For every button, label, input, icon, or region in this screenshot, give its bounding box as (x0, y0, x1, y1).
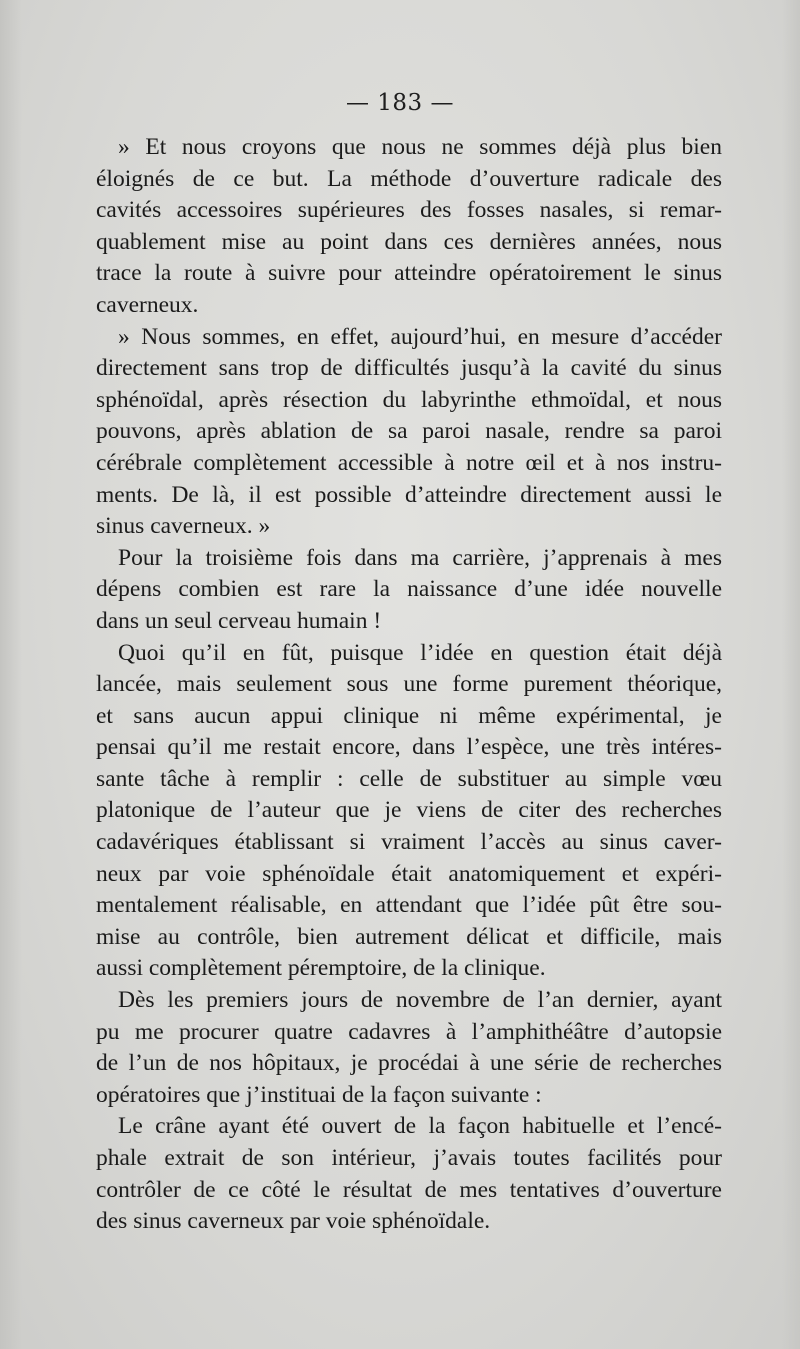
text-line: cavités accessoires supérieures des fosses nasales, si remar- (96, 197, 722, 224)
text-line: et sans aucun appui clinique ni même expérimental, je (96, 702, 722, 729)
text-line: Le crâne ayant été ouvert de la façon habituelle et l’encé- (118, 1113, 722, 1140)
text-line: éloignés de ce but. La méthode d’ouverture radicale des (96, 165, 722, 192)
text-line: quablement mise au point dans ces dernières années, nous (96, 228, 722, 255)
page-number: — 183 — (345, 90, 455, 116)
text-line: pu me procurer quatre cadavres à l’amphithéâtre d’autopsie (96, 1018, 722, 1045)
text-line: ments. De là, il est possible d’atteindre directement aussi le (96, 481, 722, 508)
body-text (96, 132, 722, 1238)
text-line: trace la route à suivre pour atteindre opératoirement le sinus (96, 260, 722, 287)
text-line: pouvons, après ablation de sa paroi nasale, rendre sa paroi (96, 418, 722, 445)
text-line: de l’un de nos hôpitaux, je procédai à une série de recherches (96, 1050, 722, 1077)
text-line: aussi complètement péremptoire, de la clinique. (96, 955, 546, 982)
text-line: lancée, mais seulement sous une forme purement théorique, (96, 671, 722, 698)
text-line: directement sans trop de difficultés jusqu’à la cavité du sinus (96, 355, 722, 382)
text-line: opératoires que j’instituai de la façon suivante : (96, 1081, 542, 1108)
text-line: dépens combien est rare la naissance d’une idée nouvelle (96, 576, 722, 603)
text-line: platonique de l’auteur que je viens de citer des recherches (96, 797, 722, 824)
text-line: » Et nous croyons que nous ne sommes déjà plus bien (118, 134, 722, 160)
text-line: mentalement réalisable, en attendant que l’idée pût être sou- (96, 892, 722, 919)
text-line: caverneux. (96, 291, 199, 318)
text-line: Dès les premiers jours de novembre de l’an dernier, ayant (118, 987, 722, 1014)
text-line: phale extrait de son intérieur, j’avais toutes facilités pour (96, 1145, 722, 1171)
text-line: sinus caverneux. » (96, 513, 271, 540)
text-line: pensai qu’il me restait encore, dans l’espèce, une très intéres- (96, 734, 722, 761)
text-line: mise au contrôle, bien autrement délicat et difficile, mais (96, 923, 722, 950)
text-line: » Nous sommes, en effet, aujourd’hui, en mesure d’accéder (118, 323, 722, 350)
text-line: Pour la troisième fois dans ma carrière, j’apprenais à mes (118, 544, 722, 571)
text-line: sante tâche à remplir : celle de substituer au simple vœu (96, 765, 722, 792)
text-line: sphénoïdal, après résection du labyrinthe ethmoïdal, et nous (96, 386, 722, 413)
text-line: contrôler de ce côté le résultat de mes tentatives d’ouverture (96, 1176, 722, 1203)
text-line: cadavériques établissant si vraiment l’accès au sinus caver- (96, 829, 722, 856)
text-line: neux par voie sphénoïdale était anatomiquement et expéri- (96, 860, 722, 887)
text-line: des sinus caverneux par voie sphénoïdale. (96, 1208, 491, 1235)
text-line: cérébrale complètement accessible à notre œil et à nos instru- (96, 449, 722, 476)
text-line: Quoi qu’il en fût, puisque l’idée en question était déjà (118, 639, 722, 666)
text-line: dans un seul cerveau humain ! (96, 607, 382, 634)
